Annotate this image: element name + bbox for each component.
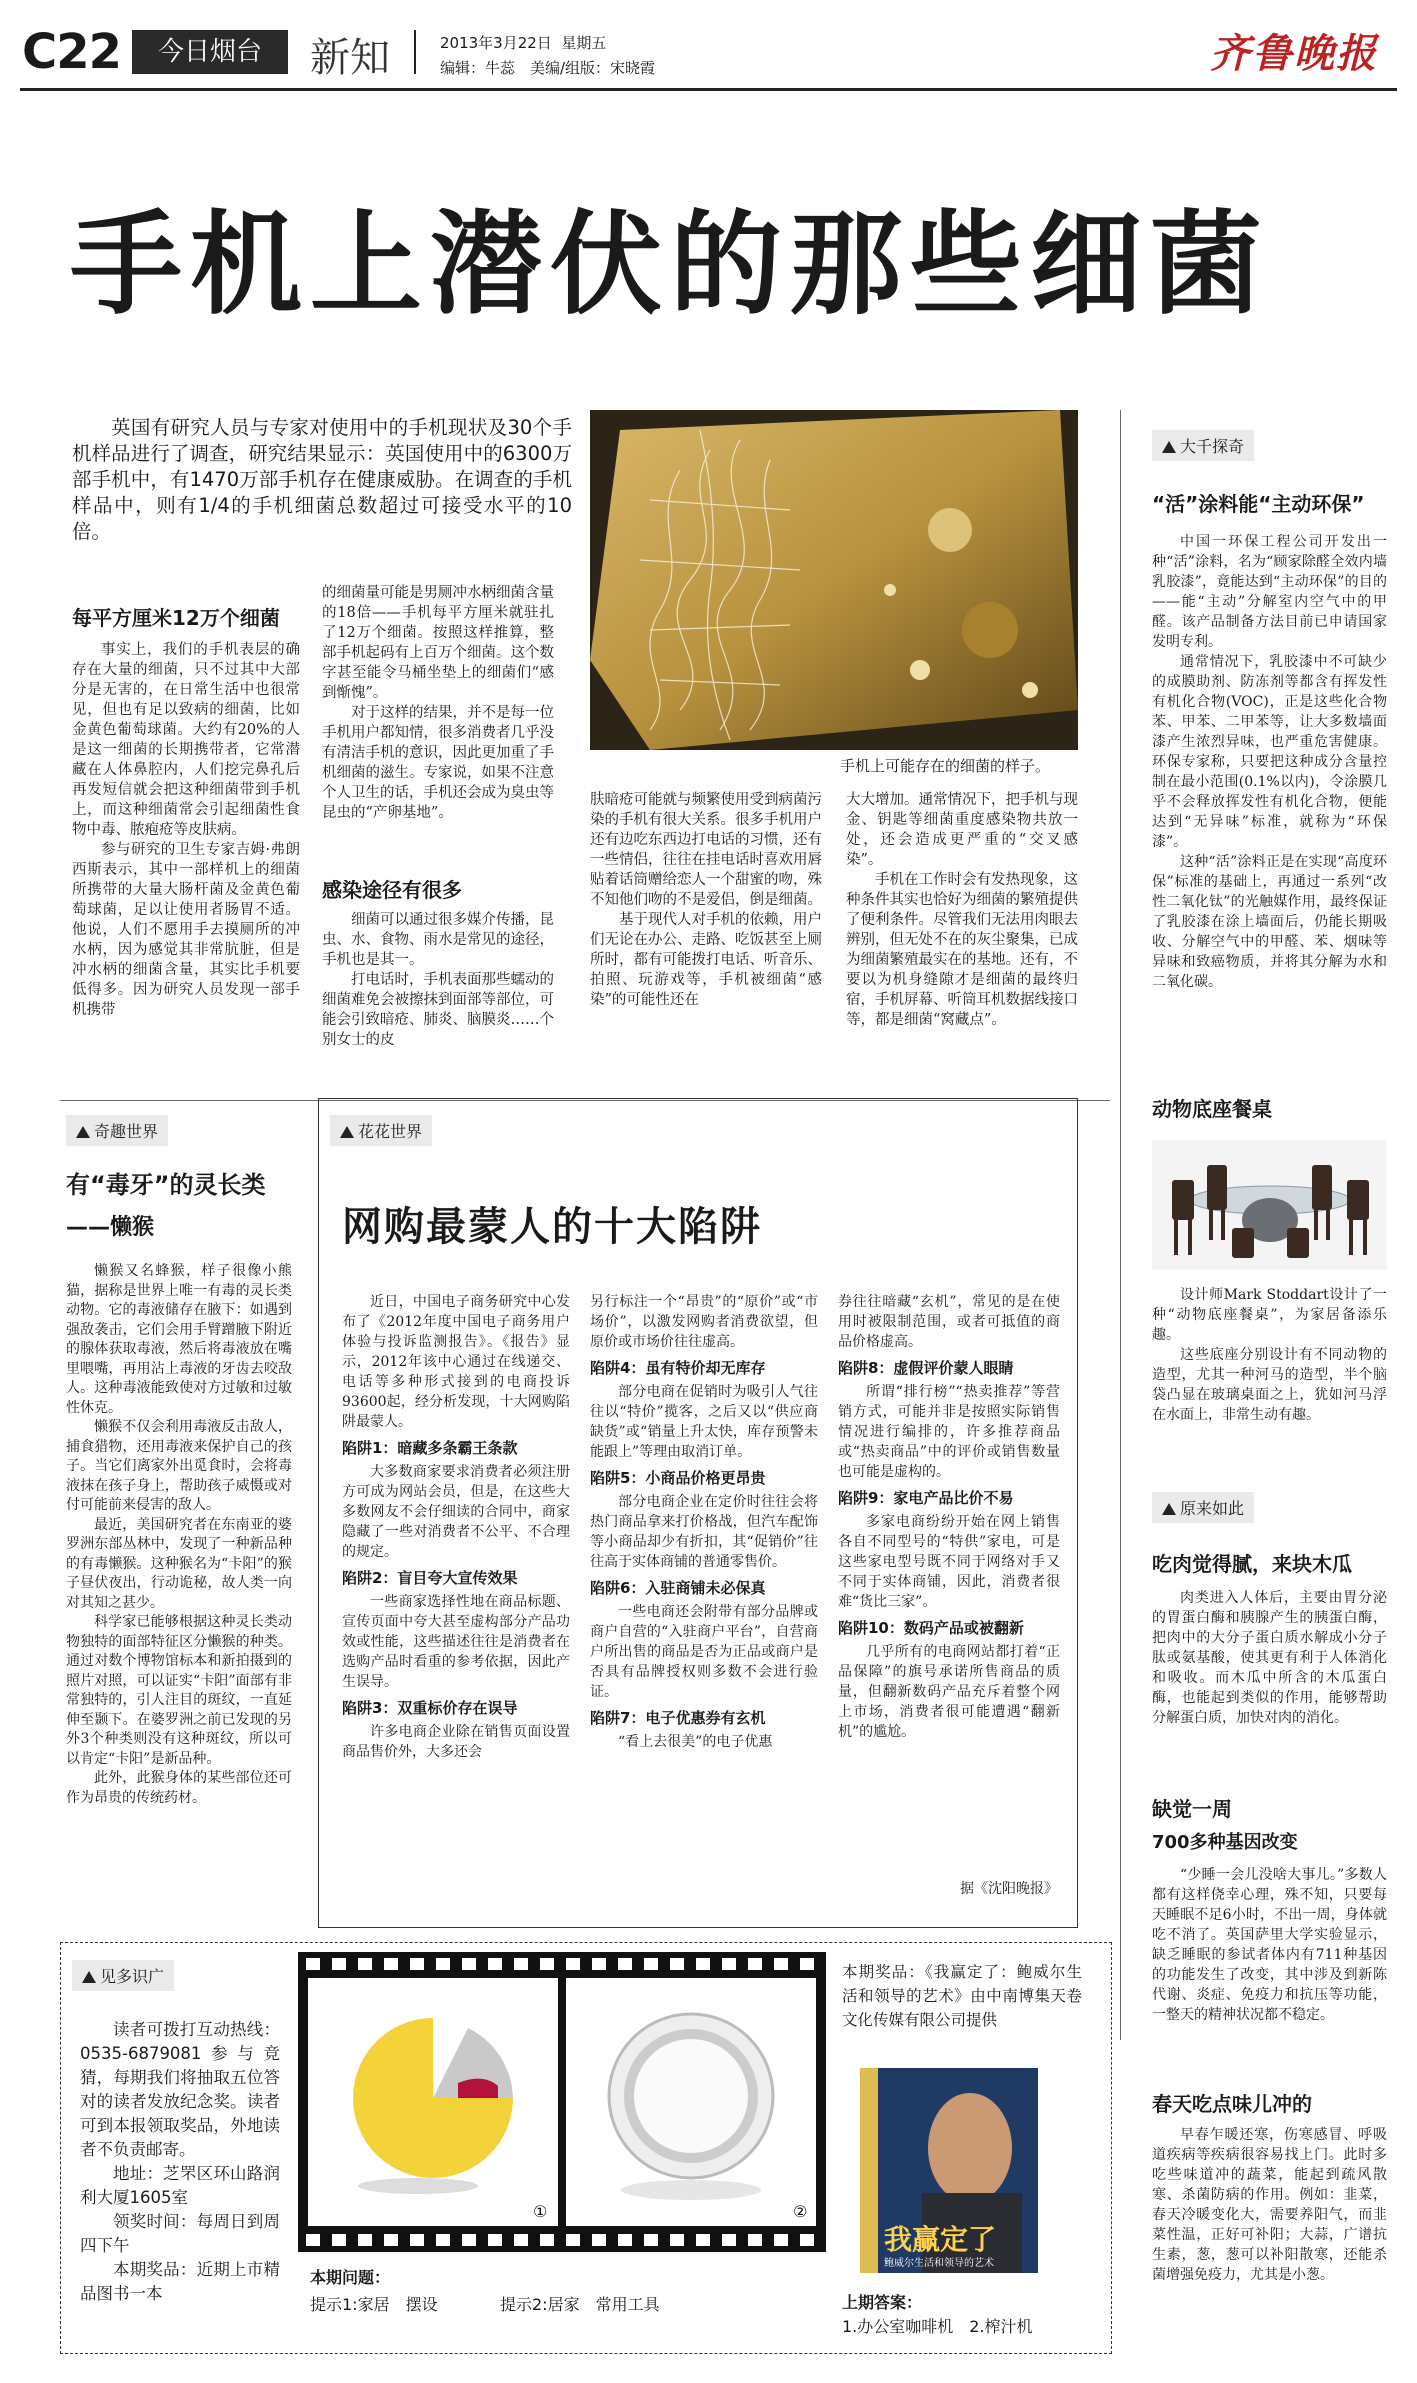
qiqu-p1: 懒猴又名蜂猴，样子很像小熊猫，据称是世界上唯一有毒的灵长类动物。它的毒液储存在腋下：如遇到强敌袭击，它们会用手臂蹭腋下附近的腺体获取毒液，然后将毒液放在嘴里喂嘴，再用沾上毒液的牙齿去咬敌人。这种毒液能致使对方过敏和过敏性休克。 [66,1263,292,1416]
main-col-3 [590,790,822,1075]
jianduo-time: 领奖时间：每周日到周四下午 [80,2212,280,2255]
main-col1-p1: 事实上，我们的手机表层的确存在大量的细菌，只不过其中大部分是无害的，在日常生活中也很常见，但也有足以致病的细菌，比如金黄色葡萄球菌。大约有20%的人是这一细菌的长期携带者，它常潜藏在人体鼻腔内，人们挖完鼻孔后再发短信就会把这种细菌带到手机上，而这种细菌常会引起细菌性食物中毒、脓疱疮等皮肤病。 [72,642,300,838]
main-col3-p2: 基于现代人对手机的依赖，用户们无论在办公、走路、吃饭甚至上厕所时，都有可能拨打电话、听音乐、拍照、玩游戏等，手机被细菌“感染”的可能性还在 [590,912,822,1008]
hh2-p0: 另行标注一个“昂贵”的“原价”或“市场价”，以激发网购者消费欲望，但原价或市场价往往虚高。 [590,1294,818,1350]
huahua-col-3 [838,1292,1060,1872]
film-holes-top [306,1958,818,1970]
quiz-hint-1: 提示1:家居 摆设 [310,2295,438,2314]
tag-dagian [1152,430,1254,461]
huahua-source: 据《沈阳晚报》 [960,1881,1058,1897]
jianduo-info [80,2018,280,2343]
hh3-p1: 所谓“排行榜”“热卖推荐”等营销方式，可能并非是按照实际销售情况进行编排的，许多推荐商品或“热卖商品”中的评价或销售数量也可能是虚构的。 [838,1384,1060,1480]
main-col-2b [322,910,554,1070]
prize-description [842,1960,1082,2060]
right-p2-1: 设计师Mark Stoddart设计了一种“动物底座餐桌”，为家居备添乐趣。 [1152,1287,1387,1343]
hh2-p2: 部分电商企业在定价时往往会将热门商品拿来打价格战，但汽车配饰等小商品却少有折扣，其“促销价”往往高于实体商铺的普通零售价。 [590,1494,818,1570]
book-cover [860,2068,1038,2273]
photo-caption: 手机上可能存在的细菌的样子。 [840,757,1051,775]
section-label: 今日烟台 [132,30,288,74]
section-sub: 新知 [310,35,390,81]
hh1-p2: 一些商家选择性地在商品标题、宣传页面中夸大甚至虚构部分产品功效或性能，这些描述往往是消费者在选购产品时看重的参考依据，因此产生误导。 [342,1594,570,1690]
film-holes-bottom [306,2234,818,2246]
qiqu-subtitle: ——懒猴 [66,1215,155,1240]
hh3-p3: 几乎所有的电商网站都打着“正品保障”的旗号承诺所售商品的质量，但翻新数码产品充斥着整个网上市场，消费者很可能遭遇“翻新机”的尴尬。 [838,1644,1060,1740]
hh2-p4: “看上去很美”的电子优惠 [618,1734,773,1750]
lead-text: 英国有研究人员与专家对使用中的手机现状及30个手机样品进行了调查，研究结果显示：英国使用中的6300万部手机中，有1470万部手机存在健康威胁。在调查的手机样品中，则有1/4的手机细菌总数超过可接受水平的10倍。 [72,416,572,543]
trap-2-heading: 陷阱2：盲目夸大宣传效果 [342,1569,518,1587]
right-title-1: “活”涂料能“主动环保” [1152,492,1365,516]
main-col4-p2: 手机在工作时会有发热现象，这种条件其实也恰好为细菌的繁殖提供了便利条件。尽管我们无法用肉眼去辨别，但无处不在的灰尘聚集，已成为细菌繁殖最实在的基地。还有，不要以为机身缝隙才是细菌的最终归宿，手机屏幕、听筒耳机数据线接口等，都是细菌“窝藏点”。 [846,872,1078,1028]
right-title-3: 吃肉觉得腻，来块木瓜 [1152,1552,1352,1576]
trap-10-heading: 陷阱10：数码产品或被翻新 [838,1619,1024,1637]
tag-dagian-label: 大千探奇 [1180,437,1245,456]
main-col2b-p2: 打电话时，手机表面那些蠕动的细菌难免会被擦抹到面部等部位，可能会引致暗疮、肺炎、脑膜炎……个别女士的皮 [322,972,554,1048]
jianduo-info-text: 读者可拨打互动热线：0535-6879081参与竞猜，每期我们将抽取五位答对的读者发放纪念奖。读者可到本报领取奖品，外地读者不负责邮寄。 [80,2020,280,2159]
answer-text: 1.办公室咖啡机 2.榨汁机 [842,2317,1033,2336]
right-title-5: 春天吃点味儿冲的 [1152,2092,1312,2116]
trap-9-heading: 陷阱9：家电产品比价不易 [838,1489,1014,1507]
tag-qiqu [66,1115,168,1146]
tag-huahua-label: 花花世界 [358,1122,423,1141]
trap-3-heading: 陷阱3：双重标价存在误导 [342,1699,518,1717]
animal-table-photo [1152,1140,1387,1270]
right-p3-1: 肉类进入人体后，主要由胃分泌的胃蛋白酶和胰腺产生的胰蛋白酶，把肉中的大分子蛋白质水解成小分子肽或氨基酸，使其更有利于人体消化和吸收。而木瓜中所含的木瓜蛋白酶，也能起到类似的作用，能够帮助分解蛋白质，加快对肉的消化。 [1152,1590,1387,1726]
qiqu-p5: 此外，此猴身体的某些部位还可作为昂贵的传统药材。 [66,1770,292,1806]
trap-8-heading: 陷阱8：虚假评价蒙人眼睛 [838,1359,1014,1377]
trap-7-heading: 陷阱7：电子优惠券有玄机 [590,1709,766,1727]
right-p1-1: 中国一环保工程公司开发出一种“活”涂料，名为“顾家除醛全效内墙乳胶漆”，竟能达到“主动环保”的目的——能“主动”分解室内空气中的甲醛。该产品制备方法目前已申请国家发明专利。 [1152,534,1387,650]
right-p2-2: 这些底座分别设计有不同动物的造型，尤其一种河马的造型，半个脑袋凸显在玻璃桌面之上，犹如河马浮在水面上，非常生动有趣。 [1152,1347,1387,1423]
answer-label: 上期答案： [842,2293,923,2312]
right-body-2 [1152,1285,1387,1445]
paper-logo: 齐鲁晚报 [1210,30,1378,77]
qiqu-p3: 最近，美国研究者在东南亚的婆罗洲东部丛林中，发现了一种新品种的有毒懒猴。这种猴名为“卡阳”的猴子昼伏夜出，行动诡秘，故人类一向对其知之甚少。 [66,1516,292,1611]
right-p4-1: “少睡一会儿没啥大事儿。”多数人都有这样侥幸心理，殊不知，只要每天睡眠不足6小时，不出一周，身体就吃不消了。英国萨里大学实验显示，缺乏睡眠的参试者体内有711种基因的功能发生了改变，其中涉及到新陈代谢、炎症、免疫力和抗压等功能，一整天的精神状况都不稳定。 [1152,1867,1387,2023]
page-number: C22 [22,24,122,80]
book-title: 我赢定了 [884,2223,997,2256]
subhead-2: 感染途径有很多 [322,878,462,902]
main-col1-p2: 参与研究的卫生专家吉姆·弗朗西斯表示，其中一部样机上的细菌所携带的大量大肠杆菌及金黄色葡萄球菌，足以让使用者肠胃不适。他说，人们不愿用手去摸厕所的冲水柄，因为感觉其非常肮脏，但是冲水柄的细菌含量，其实比手机要低得多。因为研究人员发现一部手机携带 [72,842,300,1018]
right-column-divider [1120,410,1121,2040]
huahua-title: 网购最蒙人的十大陷阱 [342,1204,762,1250]
right-p5-1: 早春乍暖还寒，伤寒感冒、呼吸道疾病等疾病很容易找上门。此时多吃些味道冲的蔬菜，能起到疏风散寒、杀菌防病的作用。例如：韭菜，春天冷暖变化大，需要养阳气，而韭菜性温，正好可补阳；大蒜，广谱抗生素，葱，葱可以补阳散寒，还能杀菌增强免疫力，尤其是小葱。 [1152,2127,1387,2283]
right-p1-3: 这种“活”涂料正是在实现“高度环保”标准的基础上，再通过一系列“改性二氧化钛”的光触媒作用，最终保证了乳胶漆在涂上墙面后，仍能长期吸收、分解空气中的甲醛、苯、烟味等异味和致癌物质，并将其分解为水和二氧化碳。 [1152,854,1387,990]
right-body-3 [1152,1588,1387,1778]
trap-5-heading: 陷阱5：小商品价格更昂贵 [590,1469,766,1487]
tag-qiqu-label: 奇趣世界 [94,1122,159,1141]
tag-yuanlai [1152,1492,1254,1523]
triangle-icon [76,1126,90,1138]
main-col4-p1: 大大增加。通常情况下，把手机与现金、钥匙等细菌重度感染物共放一处，还会造成更严重的“交叉感染”。 [846,792,1078,868]
right-body-5 [1152,2125,1387,2345]
triangle-icon [340,1126,354,1138]
header-divider [414,30,416,74]
hh1-p3: 许多电商企业除在销售页面设置商品售价外，大多还会 [342,1724,570,1760]
triangle-icon [82,1971,96,1983]
main-col2-p1: 的细菌量可能是男厕冲水柄细菌含量的18倍——手机每平方厘米就驻扎了12万个细菌。按照这样推算，整部手机起码有上百万个细菌。这个数字甚至能令马桶坐垫上的细菌们“感到惭愧”。 [322,585,554,701]
hh2-p3: 一些电商还会附带有部分品牌或商户自营的“入驻商户平台”，自营商户所出售的商品是否为正品或商户是否具有品牌授权则多数不会进行验证。 [590,1604,818,1700]
tag-huahua [330,1115,432,1146]
main-col2b-p1: 细菌可以通过很多媒介传播，昆虫、水、食物、雨水是常见的途径，手机也是其一。 [322,912,554,968]
right-p1-2: 通常情况下，乳胶漆中不可缺少的成膜助剂、防冻剂等都含有挥发性有机化合物(VOC)，正是这些化合物苯、甲苯、二甲苯等，让大多数墙面漆产生浓烈异味，也严重危害健康。环保专家称，只要把这种成分含量控制在最小范围(0.1%以内)，令涂膜几乎不会释放挥发性有机化合物，便能达到“无异味”标准，就称为“环保漆”。 [1152,654,1387,850]
lead-paragraph [72,415,572,545]
book-subtitle: 鲍威尔生活和领导的艺术 [884,2258,994,2269]
hh3-p0: 券往往暗藏“玄机”，常见的是在使用时被限制范围，或者可抵值的商品价格虚高。 [838,1294,1060,1350]
qiqu-body [66,1262,292,1922]
quiz-photo-1 [308,1978,558,2226]
main-col2-p2: 对于这样的结果，并不是每一位手机用户都知情，很多消费者几乎没有清洁手机的意识，因此更加重了手机细菌的滋生。专家说，如果不注意个人卫生的话，手机还会成为臭虫等昆虫的“产卵基地”。 [322,705,554,821]
trap-1-heading: 陷阱1：暗藏多条霸王条款 [342,1439,518,1457]
quiz-photo-2 [566,1978,816,2226]
tag-yuanlai-label: 原来如此 [1180,1499,1245,1518]
right-body-1 [1152,532,1387,1040]
hh3-p2: 多家电商纷纷开始在网上销售各自不同型号的“特供”家电，可是这些家电型号既不同于网络对手又不同于实体商铺，因此，消费者很难“货比三家”。 [838,1514,1060,1610]
weekday: 星期五 [561,34,607,52]
jianduo-prize: 本期奖品：近期上市精品图书一本 [80,2260,280,2303]
huahua-col-2 [590,1292,818,1912]
quiz-film-strip [298,1952,826,2252]
tag-jianduo [72,1960,174,1991]
main-col-2 [322,583,554,873]
right-title-4a: 缺觉一周 [1152,1797,1232,1821]
editor-line: 编辑：牛蕊 美编/组版：宋晓霞 [440,59,656,77]
circle-1: ① [533,2202,548,2221]
hh2-p1: 部分电商在促销时为吸引人气往往以“特价”揽客，之后又以“供应商缺货”或“销量上升太快，库存预警未能跟上”等理由取消订单。 [590,1384,818,1460]
circle-2: ② [793,2202,808,2221]
quiz-hint-2: 提示2:居家 常用工具 [500,2295,660,2314]
header-rule [20,88,1397,91]
jianduo-addr: 地址：芝罘区环山路润利大厦1605室 [80,2164,280,2207]
main-col3-p1: 肤暗疮可能就与频繁使用受到病菌污染的手机有很大关系。很多手机用户还有边吃东西边打电话的习惯，还有一些情侣，往往在挂电话时喜欢用唇贴着话筒赠给恋人一个甜蜜的吻，殊不知他们吻的不是爱侣，倒是细菌。 [590,792,822,908]
huahua-col-1 [342,1292,570,1912]
prize-title: 本期奖品：《我赢定了：鲍威尔生活和领导的艺术》由中南博集天卷文化传媒有限公司提供 [842,1963,1082,2029]
main-col-4 [846,790,1078,1075]
header-date [440,32,606,53]
qiqu-p4: 科学家已能够根据这种灵长类动物独特的面部特征区分懒猴的种类。通过对数个博物馆标本和新拍摄到的照片对照，可以证实“卡阳”面部有非常独特的，引人注目的斑纹，一直延伸至颞下。在婆罗洲之前已发现的另外3个种类则没有这种斑纹，所以可以肯定“卡阳”是新品种。 [66,1614,292,1767]
triangle-icon [1162,441,1176,453]
tag-jianduo-label: 见多识广 [100,1967,165,1986]
right-title-4b: 700多种基因改变 [1152,1832,1298,1853]
hh1-p0: 近日，中国电子商务研究中心发布了《2012年度中国电子商务用户体验与投诉监测报告》。《报告》显示，2012年该中心通过在线递交、电话等多种形式接到的电商投诉93600起，经分析发现，十大网购陷阱最蒙人。 [342,1294,570,1430]
triangle-icon [1162,1503,1176,1515]
main-col-1 [72,640,300,1070]
right-body-4 [1152,1865,1387,2075]
right-title-2: 动物底座餐桌 [1152,1097,1272,1121]
trap-4-heading: 陷阱4：虽有特价却无库存 [590,1359,766,1377]
hh1-p1: 大多数商家要求消费者必须注册方可成为网站会员，但是，在这些大多数网友不会仔细读的合同中，商家隐藏了一些对消费者不公平、不合理的规定。 [342,1464,570,1560]
trap-6-heading: 陷阱6：入驻商铺未必保真 [590,1579,766,1597]
subhead-1: 每平方厘米12万个细菌 [72,606,280,630]
quiz-question-label: 本期问题： [310,2268,391,2287]
date: 2013年3月22日 [440,34,552,52]
qiqu-title: 有“毒牙”的灵长类 [66,1171,266,1199]
qiqu-p2: 懒猴不仅会利用毒液反击敌人，捕食猎物，还用毒液来保护自己的孩子。当它们离家外出觅食时，会将毒液抹在孩子身上，帮助孩子威慑或对付可能前来侵害的敌人。 [66,1419,292,1513]
headline: 手机上潜伏的那些细菌 [70,200,1270,330]
bacteria-photo [590,410,1078,750]
